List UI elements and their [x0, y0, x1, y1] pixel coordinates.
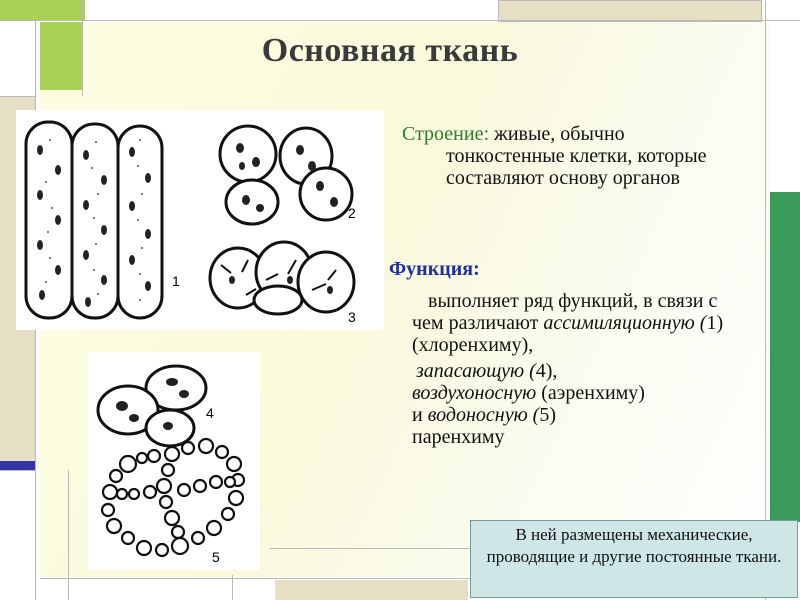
grid-line	[270, 548, 470, 549]
structure-text-rest: тонкостенные клетки, которые составляют основу органов	[446, 145, 707, 189]
figure-label-5: 5	[212, 549, 220, 565]
function-description	[412, 290, 752, 448]
deco-tan-bottom	[275, 580, 468, 600]
water-number: 5)	[539, 404, 557, 426]
grid-line	[40, 578, 470, 579]
figure-label-2: 2	[348, 205, 356, 221]
aerenchyma-term: воздухоносную	[412, 382, 537, 404]
water-term: водоносную (	[427, 404, 540, 426]
deco-green-square	[40, 22, 82, 90]
function-heading: Функция:	[389, 258, 480, 280]
grid-line	[0, 470, 36, 471]
deco-white-right	[770, 22, 800, 192]
grid-line	[765, 0, 766, 600]
function-paragraph-1	[412, 290, 752, 356]
deco-green-top-left	[0, 0, 85, 20]
structure-text-line1: живые, обычно	[489, 123, 625, 145]
chlorenchyma-term: (хлоренхиму),	[412, 334, 534, 356]
parenchyma-figure-4-5	[88, 352, 260, 570]
function-paragraph-2	[412, 360, 752, 448]
grid-line	[0, 96, 36, 97]
storage-term: запасающую (	[416, 360, 536, 382]
figure-label-1: 1	[172, 273, 180, 289]
note-box: В ней размещены механические, проводящие и другие постоянные ткани.	[470, 520, 798, 598]
grid-line	[68, 470, 69, 600]
assimilation-term: ассимиляционную (	[543, 312, 707, 334]
grid-line	[82, 0, 83, 96]
deco-tan-top-right	[498, 0, 762, 22]
structure-label: Строение:	[402, 123, 490, 145]
assimilation-number: 1)	[706, 312, 724, 334]
grid-line	[0, 20, 800, 21]
slide-title: Основная ткань	[261, 32, 519, 69]
structure-description	[402, 123, 772, 189]
storage-number: 4),	[535, 360, 558, 382]
figure-label-4: 4	[206, 405, 214, 421]
figure-label-3: 3	[348, 309, 356, 325]
function-intro: выполняет ряд функций, в связи с чем различают	[412, 290, 718, 334]
water-prefix: и	[412, 404, 428, 426]
parenchyma-figure-1-3	[16, 110, 384, 330]
aerenchyma-text: (аэренхиму)	[536, 382, 645, 404]
parenchyma-term: паренхиму	[412, 426, 505, 448]
deco-dark-green-right	[770, 192, 800, 522]
